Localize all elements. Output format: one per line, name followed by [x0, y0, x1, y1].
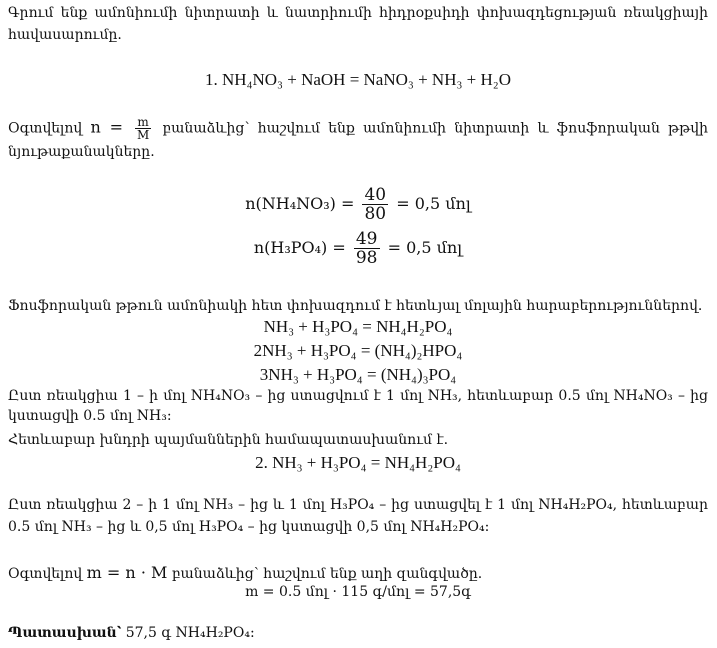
calc2-rhs: = 0,5 մոլ [382, 238, 463, 257]
fraction-denominator: M [136, 128, 150, 142]
calc2-fraction [354, 230, 380, 267]
conclusion-text: Հետևաբար խնդրի պայմաններին համապատասխանում է. [8, 432, 449, 448]
calc-phosphoric-acid [8, 230, 708, 267]
calc1-rhs: = 0,5 մոլ [391, 194, 471, 213]
answer-line [8, 622, 708, 644]
intro-paragraph: Գրում ենք ամոնիումի նիտրատի և նատրիումի հիդրօքսիդի փոխազդեցության ռեակցիայի հավասարումը. [8, 5, 708, 43]
calc2-lhs: n(H₃PO₄) = [253, 238, 351, 257]
answer-value: 57,5 գ NH₄H₂PO₄: [121, 625, 255, 641]
formula-lhs: n = [90, 117, 132, 137]
mass-text-before: Օգտվելով [8, 566, 87, 582]
equation-b: 2NH₃ + H₃PO₄ = (NH₄)₂HPO₄ [253, 341, 463, 360]
calc2-numerator: 49 [355, 229, 378, 249]
calc1-lhs: n(NH₄NO₃) = [245, 194, 360, 213]
calc2-denominator: 98 [355, 248, 378, 268]
formula-text-after: բանաձևից՝ հաշվում ենք ամոնիումի նիտրատի և ֆոսֆորական թթվի նյութաքանակները. [8, 120, 709, 160]
reaction1-explanation: Ըստ ռեակցիա 1 – ի մոլ NH₄NO₃ – ից ստացվում է 1 մոլ NH₃, հետևաբար 0.5 մոլ NH₄NO₃ – ից կստացվի 0.5 մոլ NH₃: [8, 388, 708, 424]
formula-paragraph [8, 116, 708, 163]
calc-ammonium-nitrate [8, 186, 708, 223]
calc1-fraction [362, 186, 388, 223]
formula-fraction [135, 116, 151, 141]
equation-a: NH₃ + H₃PO₄ = NH₄H₂PO₄ [263, 317, 453, 336]
calc1-numerator: 40 [364, 185, 387, 205]
reaction2-explanation: Ըստ ռեակցիա 2 – ի 1 մոլ NH₃ – ից և 1 մոլ H₃PO₄ – ից ստացվել է 1 մոլ NH₄H₂PO₄, հետևաբար 0.5 մոլ NH₃ – ից և 0,5 մոլ H₃PO₄ – ից կստացվի 0,5 մոլ NH₄H₂PO₄: [8, 497, 708, 535]
answer-label: Պատասխան՝ [8, 625, 122, 641]
calc1-denominator: 80 [364, 204, 387, 224]
formula-text-before: Օգտվելով [8, 120, 91, 137]
mass-formula: m = n · M [86, 563, 168, 582]
fraction-numerator: m [135, 116, 151, 129]
mass-calculation: m = 0.5 մոլ · 115 գ/մոլ = 57,5գ [245, 584, 471, 600]
equation-c: 3NH₃ + H₃PO₄ = (NH₄)₃PO₄ [259, 365, 457, 384]
mass-text-after: բանաձևից՝ հաշվում ենք աղի զանգվածը. [167, 566, 483, 582]
phosphoric-paragraph: Ֆոսֆորական թթուն ամոնիակի հետ փոխազդում է հետևյալ մոլային հարաբերություններով. [8, 298, 703, 314]
reaction-1: 1. NH₄NO₃ + NaOH = NaNO₃ + NH₃ + H₂O [205, 70, 511, 89]
reaction-2: 2. NH₃ + H₃PO₄ = NH₄H₂PO₄ [255, 453, 461, 472]
